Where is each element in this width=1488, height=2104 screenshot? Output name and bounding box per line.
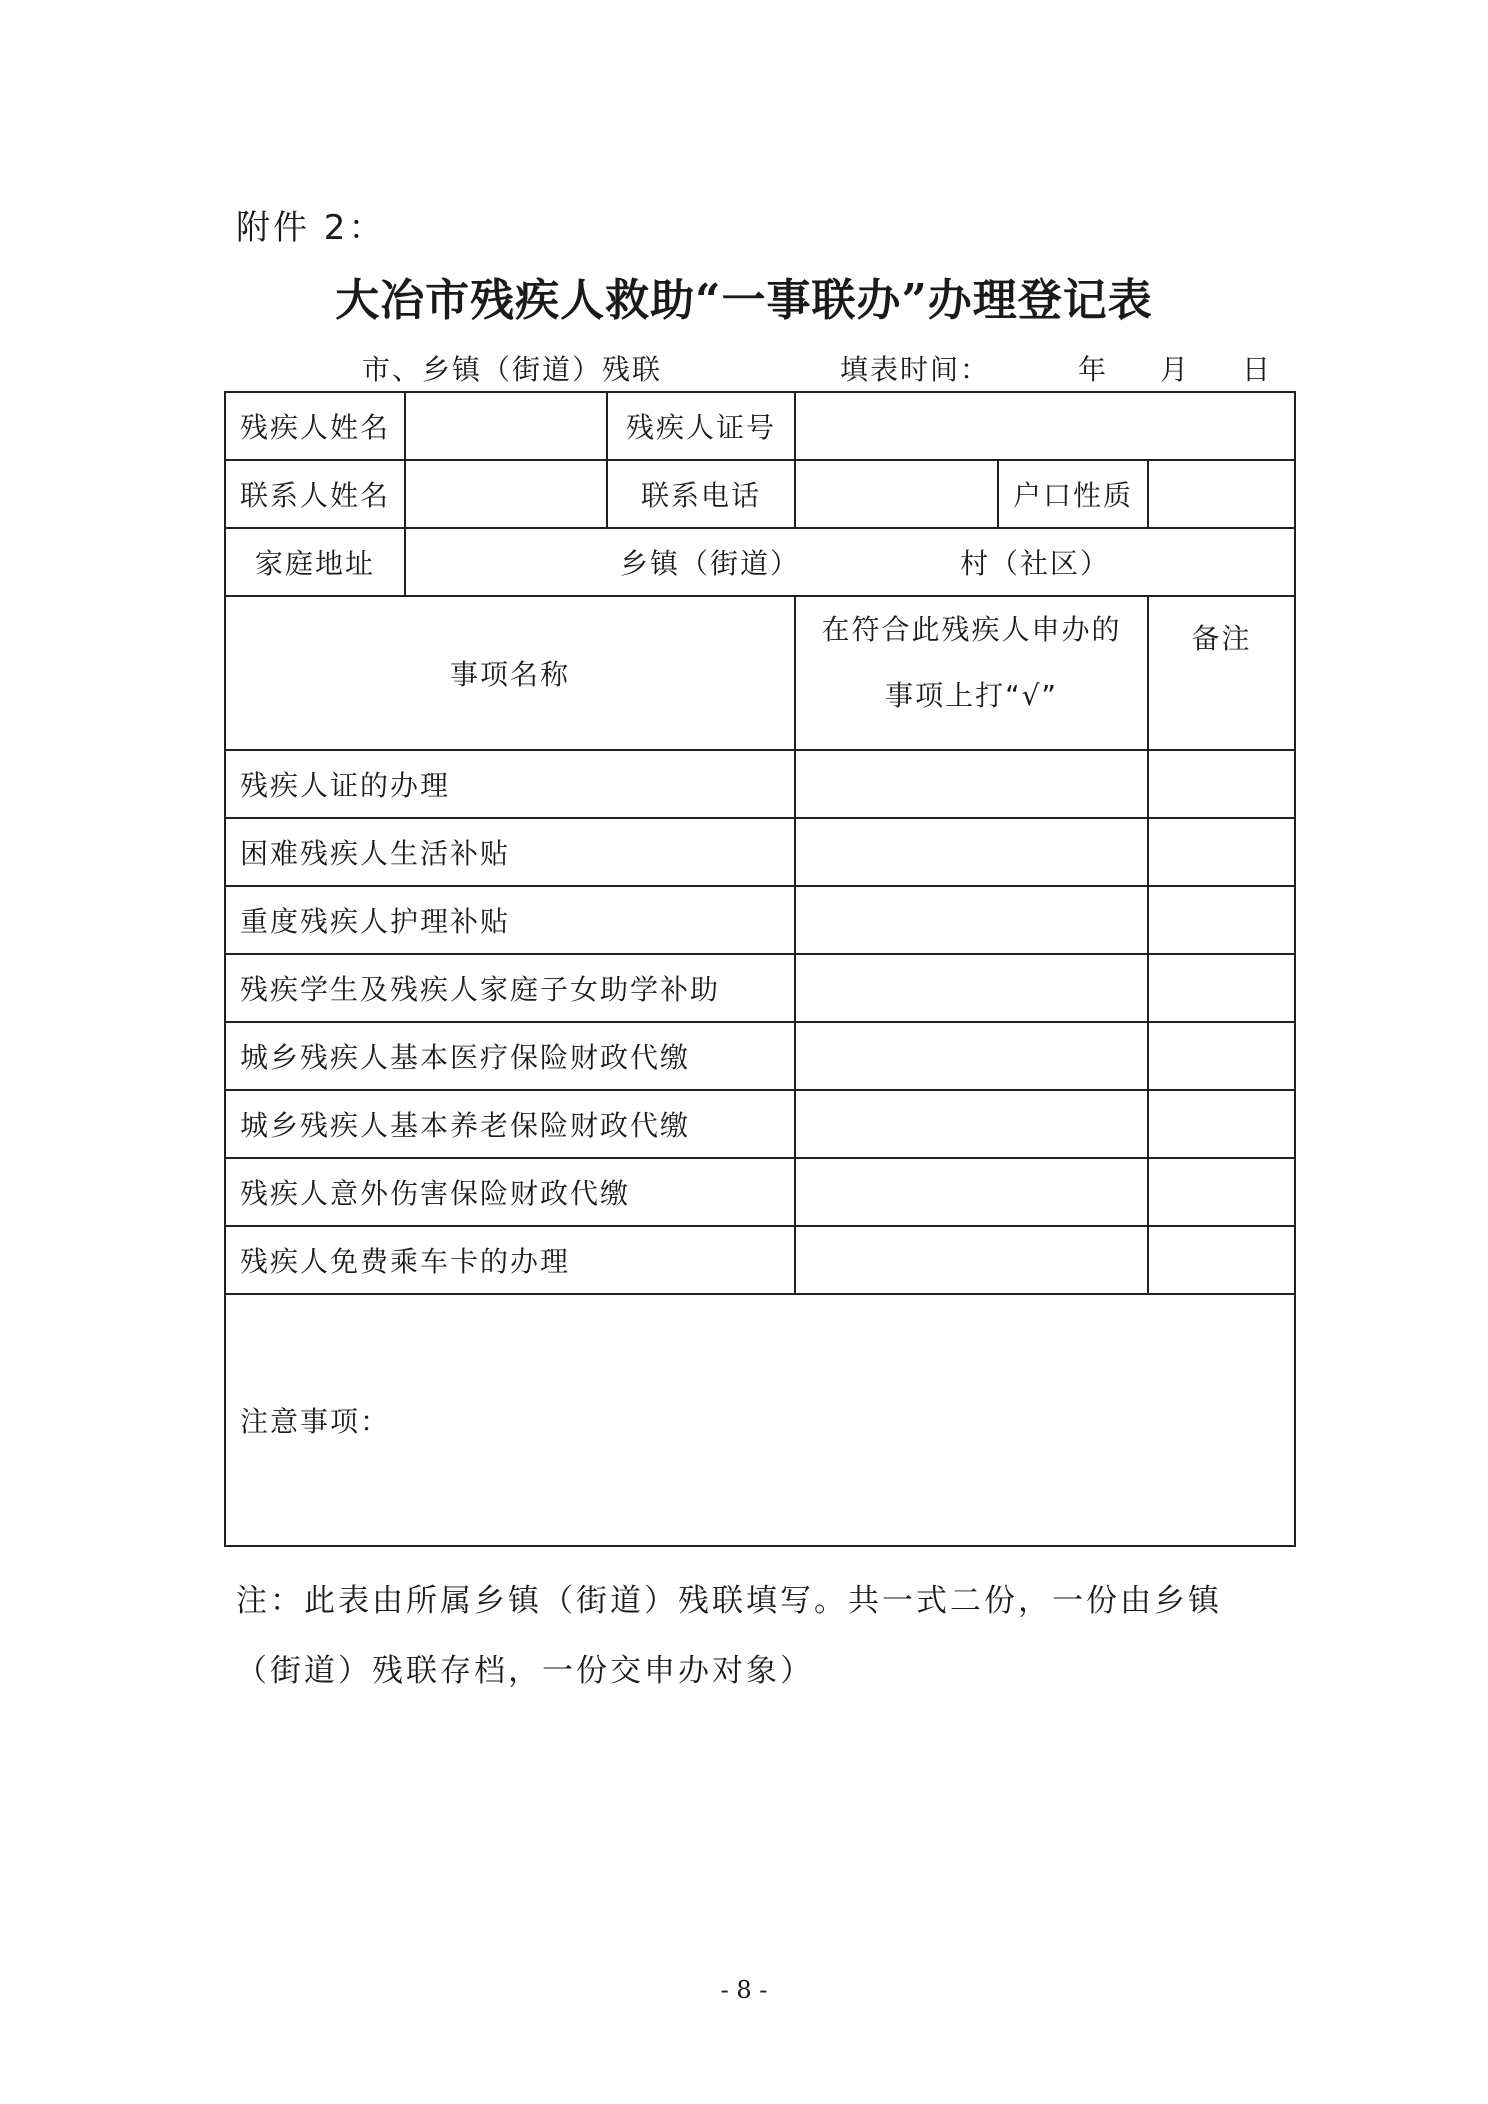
address-label: 家庭地址 <box>225 528 405 596</box>
table-row <box>225 818 1295 886</box>
table-row <box>225 954 1295 1022</box>
item-label: 残疾学生及残疾人家庭子女助学补助 <box>225 954 795 1022</box>
contact-name-field[interactable] <box>405 460 607 528</box>
hukou-field[interactable] <box>1148 460 1295 528</box>
cert-label: 残疾人证号 <box>607 392 795 460</box>
item-label: 残疾人意外伤害保险财政代缴 <box>225 1158 795 1226</box>
item-remark-cell[interactable] <box>1148 1158 1295 1226</box>
item-check-cell[interactable] <box>795 886 1148 954</box>
phone-label: 联系电话 <box>607 460 795 528</box>
day-label: 日 <box>1242 353 1273 386</box>
attachment-label: 附件 2： <box>236 208 386 248</box>
fill-time-label: 填表时间： <box>840 353 991 386</box>
item-label: 残疾人免费乘车卡的办理 <box>225 1226 795 1294</box>
table-header-row <box>225 596 1295 750</box>
col-check-header <box>795 596 1148 750</box>
village-label: 村（社区） <box>960 547 1111 580</box>
item-remark-cell[interactable] <box>1148 1022 1295 1090</box>
year-label: 年 <box>1078 353 1109 386</box>
notes-label: 注意事项： <box>240 1405 391 1438</box>
notes-field[interactable] <box>225 1294 1295 1546</box>
col-check-line1: 在符合此残疾人申办的 <box>821 613 1122 646</box>
item-label: 重度残疾人护理补贴 <box>225 886 795 954</box>
item-check-cell[interactable] <box>795 1022 1148 1090</box>
table-row <box>225 1226 1295 1294</box>
item-check-cell[interactable] <box>795 1158 1148 1226</box>
item-label: 城乡残疾人基本医疗保险财政代缴 <box>225 1022 795 1090</box>
org-label: 市、乡镇（街道）残联 <box>362 353 663 386</box>
table-row <box>225 1090 1295 1158</box>
notes-row <box>225 1294 1295 1546</box>
name-field[interactable] <box>405 392 607 460</box>
item-label: 城乡残疾人基本养老保险财政代缴 <box>225 1090 795 1158</box>
item-check-cell[interactable] <box>795 1226 1148 1294</box>
col-item-header: 事项名称 <box>225 596 795 750</box>
item-remark-cell[interactable] <box>1148 1226 1295 1294</box>
item-check-cell[interactable] <box>795 1090 1148 1158</box>
township-label: 乡镇（街道） <box>620 547 801 580</box>
phone-field[interactable] <box>795 460 998 528</box>
item-remark-cell[interactable] <box>1148 886 1295 954</box>
footnote: 注：此表由所属乡镇（街道）残联填写。共一式二份，一份由乡镇（街道）残联存档，一份交申办对象） <box>236 1583 1222 1689</box>
date-fields <box>1078 348 1272 388</box>
table-row <box>225 528 1295 596</box>
item-label: 困难残疾人生活补贴 <box>225 818 795 886</box>
table-row <box>225 392 1295 460</box>
table-row <box>225 1022 1295 1090</box>
table-row <box>225 460 1295 528</box>
col-check-line2: 事项上打“√” <box>885 679 1058 712</box>
item-check-cell[interactable] <box>795 954 1148 1022</box>
item-label: 残疾人证的办理 <box>225 750 795 818</box>
table-row <box>225 886 1295 954</box>
registration-table <box>224 391 1296 1547</box>
name-label: 残疾人姓名 <box>225 392 405 460</box>
form-title: 大冶市残疾人救助“一事联办”办理登记表 <box>335 275 1153 326</box>
month-label: 月 <box>1160 353 1191 386</box>
item-remark-cell[interactable] <box>1148 1090 1295 1158</box>
item-remark-cell[interactable] <box>1148 818 1295 886</box>
item-check-cell[interactable] <box>795 750 1148 818</box>
cert-field[interactable] <box>795 392 1295 460</box>
col-remark-header: 备注 <box>1148 596 1295 750</box>
item-check-cell[interactable] <box>795 818 1148 886</box>
item-remark-cell[interactable] <box>1148 750 1295 818</box>
page-number: - 8 - <box>720 1976 768 2004</box>
item-remark-cell[interactable] <box>1148 954 1295 1022</box>
contact-name-label: 联系人姓名 <box>225 460 405 528</box>
table-row <box>225 750 1295 818</box>
address-field[interactable] <box>405 528 1295 596</box>
table-row <box>225 1158 1295 1226</box>
hukou-label: 户口性质 <box>998 460 1148 528</box>
